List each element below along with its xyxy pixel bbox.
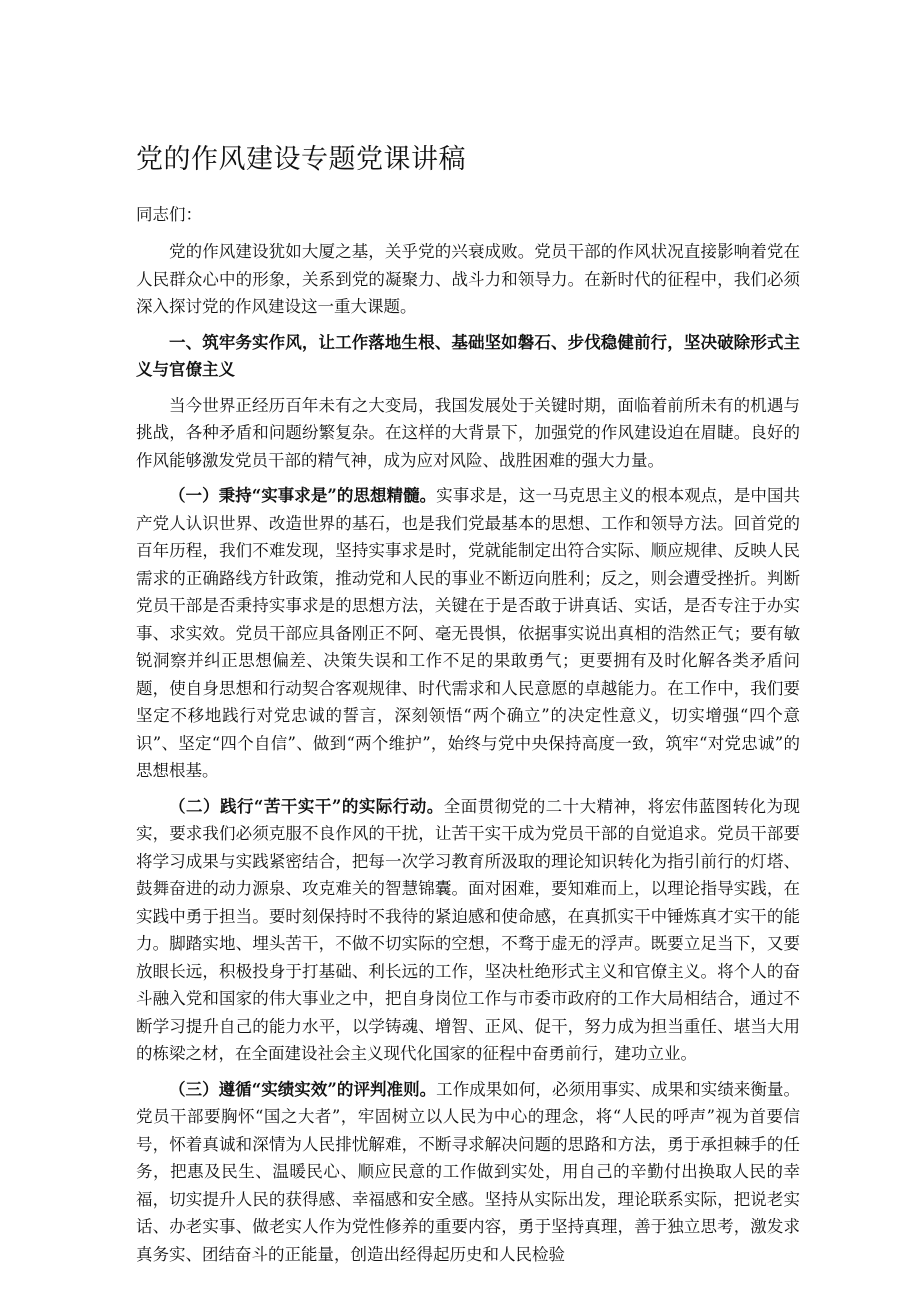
page-title: 党的作风建设专题党课讲稿 — [136, 144, 466, 175]
section-1-heading: 一、筑牢务实作风，让工作落地生根、基础坚如磐石、步伐稳健前行，坚决破除形式主义与官僚主义 — [136, 332, 800, 379]
subsection-1-text: 实事求是，这一马克思主义的根本观点，是中国共产党人认识世界、改造世界的基石，也是我们党最基本的思想、工作和领导方法。回首党的百年历程，我们不难发现，坚持实事求是时，党就能制定出符合实际、顺应规律、反映人民需求的正确路线方针政策，推动党和人民的事业不断迈向胜利；反之，则会遭受挫折。判断党员干部是否秉持实事求是的思想方法，关键在于是否敢于讲真话、实话，是否专注于办实事、求实效。党员干部应具备刚正不阿、毫无畏惧，依据事实说出真相的浩然正气；要有敏锐洞察并纠正思想偏差、决策失误和工作不足的果敢勇气；更要拥有及时化解各类矛盾问题，使自身思想和行动契合客观规律、时代需求和人民意愿的卓越能力。在工作中，我们要坚定不移地践行对党忠诚的誓言，深刻领悟“两个确立”的决定性意义，切实增强“四个意识”、坚定“四个自信”、做到“两个维护”，始终与党中央保持高度一致，筑牢“对党忠诚”的思想根基。 — [136, 486, 801, 780]
subsection-1-paragraph — [136, 482, 800, 785]
subsection-3-heading: （三）遵循“实绩实效”的评判准则。 — [169, 1079, 437, 1099]
subsection-3-paragraph — [136, 1076, 800, 1269]
subsection-2-heading: （二）践行“苦干实干”的实际行动。 — [169, 796, 444, 816]
subsection-3-text: 工作成果如何，必须用事实、成果和实绩来衡量。党员干部要胸怀“国之大者”，牢固树立以人民为中心的理念，将“人民的呼声”视为首要信号，怀着真诚和深情为人民排忧解难，不断寻求解决问题的思路和方法，勇于承担棘手的任务，把惠及民生、温暖民心、顺应民意的工作做到实处，用自己的辛勤付出换取人民的幸福，切实提升人民的获得感、幸福感和安全感。坚持从实际出发，理论联系实际，把说老实话、办老实事、做老实人作为党性修养的重要内容，勇于坚持真理，善于独立思考，激发求真务实、团结奋斗的正能量，创造出经得起历史和人民检验 — [136, 1079, 801, 1264]
subsection-1-heading: （一）秉持“实事求是”的思想精髓。 — [169, 486, 437, 505]
section-1-intro-paragraph: 当今世界正经历百年未有之大变局，我国发展处于关键时期，面临着前所未有的机遇与挑战，各种矛盾和问题纷繁复杂。在这样的大背景下，加强党的作风建设迫在眉睫。良好的作风能够激发党员干部的精气神，成为应对风险、战胜困难的强大力量。 — [136, 395, 800, 470]
document-page — [136, 140, 800, 1276]
intro-paragraph: 党的作风建设犹如大厦之基，关乎党的兴衰成败。党员干部的作风状况直接影响着党在人民群众心中的形象，关系到党的凝聚力、战斗力和领导力。在新时代的征程中，我们必须深入探讨党的作风建设这一重大课题。 — [136, 242, 800, 316]
subsection-2-text: 全面贯彻党的二十大精神，将宏伟蓝图转化为现实，要求我们必须克服不良作风的干扰，让苦干实干成为党员干部的自觉追求。党员干部要将学习成果与实践紧密结合，把每一次学习教育所汲取的理论知识转化为指引前行的灯塔、鼓舞奋进的动力源泉、攻克难关的智慧锦囊。面对困难，要知难而上，以理论指导实践，在实践中勇于担当。要时刻保持时不我待的紧迫感和使命感，在真抓实干中锤炼真才实干的能力。脚踏实地、埋头苦干，不做不切实际的空想，不骛于虚无的浮声。既要立足当下，又要放眼长远，积极投身于打基础、利长远的工作，坚决杜绝形式主义和官僚主义。将个人的奋斗融入党和国家的伟大事业之中，把自身岗位工作与市委市政府的工作大局相结合，通过不断学习提升自己的能力水平，以学铸魂、增智、正风、促干，努力成为担当重任、堪当大用的栋梁之材，在全面建设社会主义现代化国家的征程中奋勇前行，建功立业。 — [136, 796, 801, 1063]
salutation: 同志们： — [136, 205, 202, 224]
subsection-2-paragraph — [136, 793, 800, 1068]
